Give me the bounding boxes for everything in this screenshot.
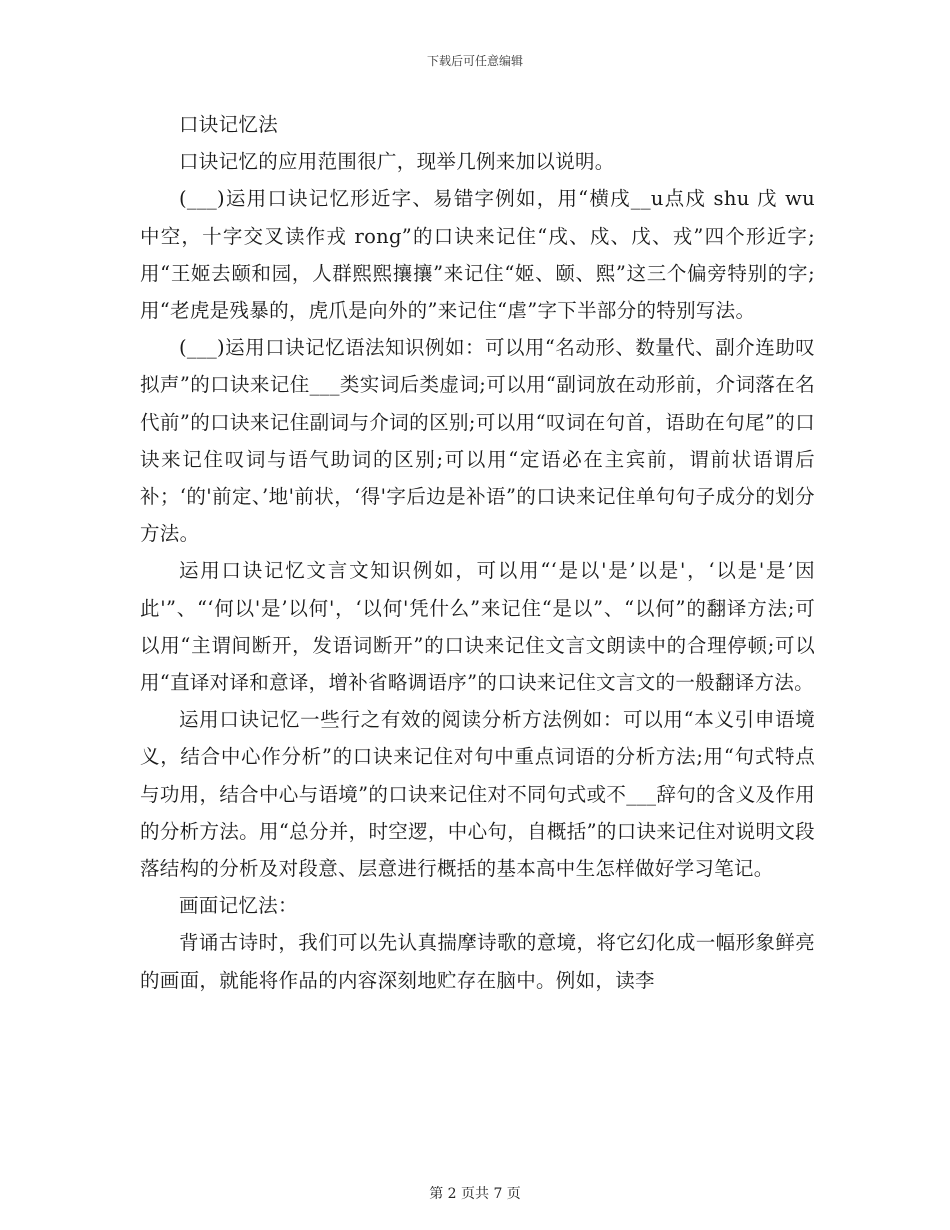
paragraph-intro: 口诀记忆的应用范围很广，现举几例来加以说明。	[179, 150, 615, 174]
document-body	[140, 106, 815, 999]
section-heading-image-memory: 画面记忆法：	[179, 894, 298, 918]
paragraph-poetry: 背诵古诗时，我们可以先认真揣摩诗歌的意境，将它幻化成一幅形象鲜亮的画面，就能将作品的内容深刻地贮存在脑中。例如，读李	[140, 931, 815, 992]
paragraph-classical-chinese: 运用口诀记忆文言文知识例如，可以用“‘是以'是’以是'，‘以是'是’因此'”、“‘何以'是’以何'，‘以何'凭什么”来记住“是以”、“以何”的翻译方法;可以用“主谓间断开，发语词断开”的口诀来记住文言文朗读中的合理停顿;可以用“直译对译和意译，增补省略调语序”的口诀来记住文言文的一般翻译方法。	[140, 559, 815, 695]
page-header: 下载后可任意编辑	[426, 54, 523, 68]
section-heading-mnemonic: 口诀记忆法	[179, 113, 279, 136]
paragraph-characters: (___)运用口诀记忆形近字、易错字例如，用“横戌__u点戍 shu 戊 wu 中空，十字交叉读作戎 rong”的口诀来记住“戌、戍、戊、戎”四个形近字;用“王姬去颐和园，人群熙熙攘攘”来记住“姬、颐、熙”这三个偏旁特别的字;用“老虎是残暴的，虎爪是向外的”来记住“虐”字下半部分的特别写法。	[140, 187, 815, 323]
paragraph-reading-analysis: 运用口诀记忆一些行之有效的阅读分析方法例如：可以用“本义引申语境义，结合中心作分析”的口诀来记住对句中重点词语的分析方法;用“句式特点与功用，结合中心与语境”的口诀来记住对不同句式或不___辞句的含义及作用的分析方法。用“总分并，时空逻，中心句，自概括”的口诀来记住对说明文段落结构的分析及对段意、层意进行概括的基本高中生怎样做好学习笔记。	[140, 708, 815, 881]
page-number: 第 2 页共 7 页	[429, 1186, 521, 1202]
paragraph-grammar: (___)运用口诀记忆语法知识例如：可以用“名动形、数量代、副介连助叹拟声”的口诀来记住___类实词后类虚词;可以用“副词放在动形前，介词落在名代前”的口诀来记住副词与介词的区别;可以用“叹词在句首，语助在句尾”的口诀来记住叹词与语气助词的区别;可以用“定语必在主宾前，谓前状语谓后补；‘的'前定、’地'前状，‘得'字后边是补语”的口诀来记住单句句子成分的划分方法。	[140, 336, 815, 546]
